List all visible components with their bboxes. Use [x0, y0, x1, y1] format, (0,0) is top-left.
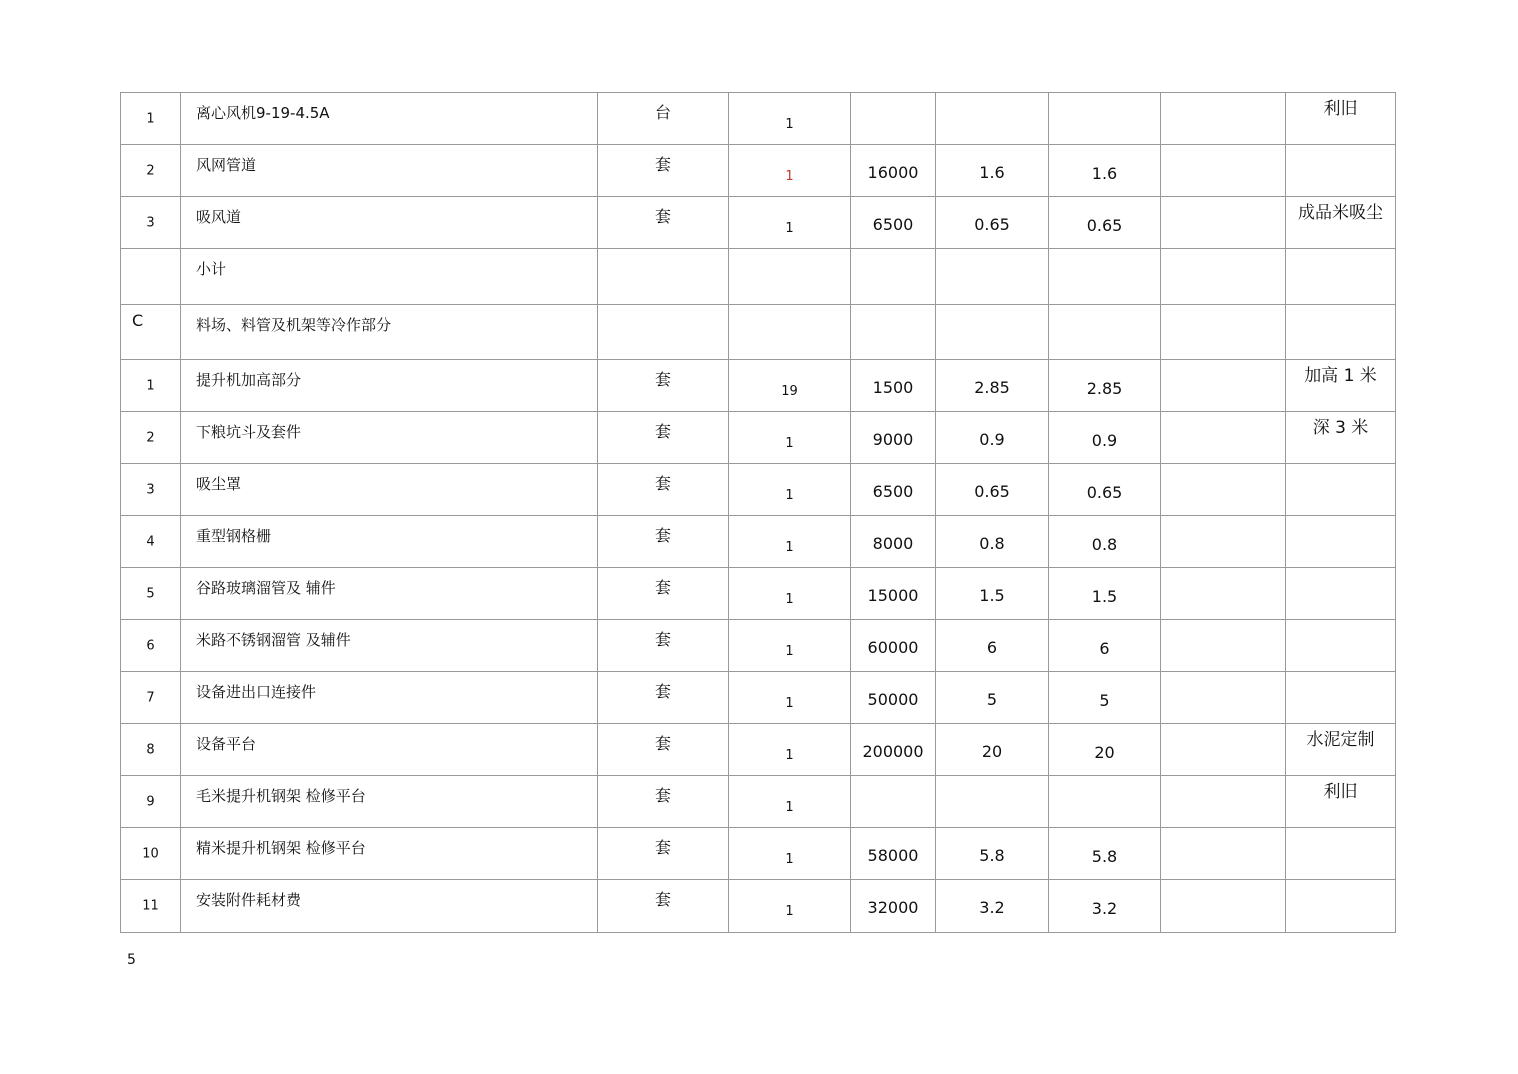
row-number-cell [121, 249, 181, 305]
remark: 利旧 [1323, 782, 1358, 802]
quantity-cell [729, 360, 851, 412]
row-number-cell [121, 305, 181, 360]
unit: 台 [654, 103, 671, 122]
amount-total-cell [1049, 776, 1161, 828]
amount-cell [936, 145, 1049, 197]
amount-total: 0.9 [1091, 431, 1118, 450]
row-number-cell [121, 360, 181, 412]
page-number: 5 [127, 952, 136, 968]
unit-price: 15000 [867, 586, 919, 605]
extra-cell [1161, 249, 1286, 305]
table-row [121, 412, 1396, 464]
unit-cell [598, 620, 729, 672]
unit: 套 [654, 630, 671, 649]
amount-cell [936, 620, 1049, 672]
unit-cell [598, 724, 729, 776]
amount: 20 [981, 742, 1003, 761]
item-name-cell [181, 360, 598, 412]
quantity-cell [729, 724, 851, 776]
unit-price: 6500 [872, 215, 914, 234]
remark: 利旧 [1323, 99, 1358, 119]
unit: 套 [654, 734, 671, 753]
table-row [121, 776, 1396, 828]
row-number: 7 [146, 690, 155, 705]
remark: 深 3 米 [1312, 418, 1369, 438]
amount-cell [936, 776, 1049, 828]
extra-cell [1161, 828, 1286, 880]
amount-total-cell [1049, 724, 1161, 776]
row-number-cell [121, 776, 181, 828]
unit-cell [598, 305, 729, 360]
unit: 套 [654, 207, 671, 226]
unit-price-cell [851, 145, 936, 197]
amount-total-cell [1049, 249, 1161, 305]
quantity: 1 [785, 117, 794, 132]
quantity: 1 [785, 904, 794, 919]
amount-cell [936, 880, 1049, 933]
unit-price: 1500 [872, 378, 914, 397]
row-number-cell [121, 880, 181, 933]
remark-cell [1286, 305, 1396, 360]
item-name: 设备平台 [196, 735, 257, 753]
unit-price: 16000 [867, 163, 919, 182]
unit: 套 [654, 890, 671, 909]
item-name-cell [181, 249, 598, 305]
quantity-cell [729, 412, 851, 464]
unit: 套 [654, 682, 671, 701]
remark-cell [1286, 93, 1396, 145]
row-number: 4 [146, 534, 155, 549]
unit-price: 8000 [872, 534, 914, 553]
unit-price-cell [851, 516, 936, 568]
unit: 套 [654, 155, 671, 174]
unit-price-cell [851, 724, 936, 776]
unit: 套 [654, 786, 671, 805]
equipment-table [120, 92, 1396, 933]
remark-cell [1286, 620, 1396, 672]
row-number-cell [121, 93, 181, 145]
unit: 套 [654, 474, 671, 493]
item-name-cell [181, 568, 598, 620]
item-name: 小计 [196, 260, 227, 278]
remark-cell [1286, 516, 1396, 568]
item-name-cell [181, 724, 598, 776]
amount-total-cell [1049, 828, 1161, 880]
unit-price-cell [851, 93, 936, 145]
extra-cell [1161, 93, 1286, 145]
row-number: 1 [146, 378, 155, 393]
item-name-cell [181, 880, 598, 933]
row-number-cell [121, 620, 181, 672]
quantity-cell [729, 516, 851, 568]
unit: 套 [654, 422, 671, 441]
row-number: 10 [142, 846, 159, 861]
unit-price-cell [851, 828, 936, 880]
unit-price: 6500 [872, 482, 914, 501]
extra-cell [1161, 672, 1286, 724]
remark-cell [1286, 776, 1396, 828]
quantity-cell [729, 93, 851, 145]
amount-cell [936, 305, 1049, 360]
remark-cell [1286, 568, 1396, 620]
table-row [121, 145, 1396, 197]
unit-cell [598, 516, 729, 568]
amount: 5 [986, 690, 998, 709]
amount-cell [936, 724, 1049, 776]
amount-cell [936, 672, 1049, 724]
unit-price-cell [851, 776, 936, 828]
amount-cell [936, 93, 1049, 145]
unit-price: 60000 [867, 638, 919, 657]
unit-cell [598, 197, 729, 249]
remark-cell [1286, 412, 1396, 464]
amount-total-cell [1049, 360, 1161, 412]
quantity-cell [729, 672, 851, 724]
table-row [121, 620, 1396, 672]
amount: 5.8 [979, 846, 1005, 865]
extra-cell [1161, 412, 1286, 464]
item-name: 米路不锈钢溜管 及辅件 [196, 631, 351, 649]
row-number: C [132, 311, 144, 330]
amount-total-cell [1049, 305, 1161, 360]
amount: 0.8 [979, 534, 1005, 553]
amount-total: 0.65 [1086, 483, 1123, 502]
item-name: 离心风机9-19-4.5A [196, 104, 330, 122]
amount-total: 5 [1099, 691, 1110, 710]
amount-total-cell [1049, 568, 1161, 620]
unit-price: 58000 [867, 846, 919, 865]
unit-cell [598, 145, 729, 197]
item-name-cell [181, 776, 598, 828]
item-name-cell [181, 412, 598, 464]
table-row [121, 724, 1396, 776]
remark: 加高 1 米 [1304, 366, 1377, 386]
row-number-cell [121, 464, 181, 516]
extra-cell [1161, 724, 1286, 776]
table-row [121, 197, 1396, 249]
quantity: 1 [785, 696, 794, 711]
table-row [121, 93, 1396, 145]
unit-cell [598, 776, 729, 828]
amount-total-cell [1049, 412, 1161, 464]
amount-total: 3.2 [1091, 899, 1118, 918]
quantity-cell [729, 464, 851, 516]
amount: 3.2 [979, 898, 1005, 917]
quantity: 1 [785, 436, 794, 451]
unit-price-cell [851, 464, 936, 516]
quantity: 1 [785, 800, 794, 815]
unit-cell [598, 828, 729, 880]
row-number-cell [121, 516, 181, 568]
table-row [121, 672, 1396, 724]
row-number: 2 [146, 430, 155, 445]
row-number-cell [121, 672, 181, 724]
unit-price: 200000 [862, 742, 924, 761]
unit-price: 50000 [867, 690, 919, 709]
unit-price-cell [851, 305, 936, 360]
row-number: 5 [146, 586, 155, 601]
item-name: 风网管道 [196, 156, 257, 174]
row-number: 8 [146, 742, 155, 757]
unit: 套 [654, 578, 671, 597]
amount-cell [936, 828, 1049, 880]
table-row [121, 249, 1396, 305]
quantity: 1 [785, 488, 794, 503]
amount-total-cell [1049, 620, 1161, 672]
unit-price-cell [851, 197, 936, 249]
amount-total: 0.65 [1086, 216, 1123, 235]
quantity: 1 [785, 852, 794, 867]
unit-price: 32000 [867, 898, 919, 917]
quantity: 1 [785, 540, 794, 555]
table-row [121, 464, 1396, 516]
quantity: 1 [785, 748, 794, 763]
remark-cell [1286, 249, 1396, 305]
remark-cell [1286, 880, 1396, 933]
amount-total-cell [1049, 516, 1161, 568]
row-number-cell [121, 145, 181, 197]
quantity-cell [729, 197, 851, 249]
remark-cell [1286, 464, 1396, 516]
unit-price-cell [851, 880, 936, 933]
amount-total: 20 [1094, 743, 1115, 762]
row-number-cell [121, 724, 181, 776]
unit-cell [598, 249, 729, 305]
item-name-cell [181, 516, 598, 568]
item-name: 料场、料管及机架等冷作部分 [196, 316, 392, 334]
item-name: 吸风道 [196, 208, 242, 226]
quantity-cell [729, 305, 851, 360]
amount-total: 1.6 [1091, 164, 1118, 183]
item-name-cell [181, 620, 598, 672]
item-name: 精米提升机钢架 检修平台 [196, 839, 366, 857]
amount: 1.5 [979, 586, 1005, 605]
extra-cell [1161, 197, 1286, 249]
item-name: 安装附件耗材费 [196, 891, 302, 909]
amount-total: 6 [1099, 639, 1110, 658]
amount-total-cell [1049, 464, 1161, 516]
unit: 套 [654, 370, 671, 389]
unit-price-cell [851, 568, 936, 620]
amount-cell [936, 197, 1049, 249]
unit-cell [598, 360, 729, 412]
unit-price-cell [851, 360, 936, 412]
remark-cell [1286, 724, 1396, 776]
quantity: 1 [785, 221, 794, 236]
item-name-cell [181, 464, 598, 516]
quantity-cell [729, 145, 851, 197]
remark-cell [1286, 672, 1396, 724]
quantity-cell [729, 880, 851, 933]
quantity: 1 [785, 592, 794, 607]
amount: 6 [986, 638, 998, 657]
extra-cell [1161, 305, 1286, 360]
row-number: 3 [146, 482, 155, 497]
table-row [121, 828, 1396, 880]
remark-cell [1286, 828, 1396, 880]
table-row [121, 360, 1396, 412]
remark-cell [1286, 145, 1396, 197]
remark: 水泥定制 [1306, 730, 1375, 750]
quantity-cell [729, 620, 851, 672]
unit-price-cell [851, 249, 936, 305]
table-row [121, 568, 1396, 620]
remark-cell [1286, 360, 1396, 412]
item-name-cell [181, 93, 598, 145]
amount-cell [936, 360, 1049, 412]
amount-cell [936, 249, 1049, 305]
amount-total: 2.85 [1086, 379, 1123, 398]
extra-cell [1161, 464, 1286, 516]
extra-cell [1161, 620, 1286, 672]
amount-total: 1.5 [1091, 587, 1118, 606]
row-number-cell [121, 412, 181, 464]
extra-cell [1161, 360, 1286, 412]
row-number: 2 [146, 163, 155, 178]
amount-total-cell [1049, 672, 1161, 724]
extra-cell [1161, 516, 1286, 568]
unit-price-cell [851, 412, 936, 464]
item-name: 谷路玻璃溜管及 辅件 [196, 579, 336, 597]
row-number-cell [121, 197, 181, 249]
amount-cell [936, 464, 1049, 516]
quantity: 1 [785, 644, 794, 659]
amount-total: 5.8 [1091, 847, 1118, 866]
row-number: 6 [146, 638, 155, 653]
amount-total-cell [1049, 145, 1161, 197]
remark: 成品米吸尘 [1298, 203, 1383, 223]
unit-cell [598, 880, 729, 933]
row-number-cell [121, 568, 181, 620]
item-name-cell [181, 828, 598, 880]
extra-cell [1161, 568, 1286, 620]
amount-cell [936, 516, 1049, 568]
table-row [121, 880, 1396, 933]
quantity-cell [729, 568, 851, 620]
item-name: 设备进出口连接件 [196, 683, 317, 701]
remark-cell [1286, 197, 1396, 249]
unit: 套 [654, 526, 671, 545]
item-name-cell [181, 145, 598, 197]
amount-cell [936, 568, 1049, 620]
amount-total-cell [1049, 93, 1161, 145]
quantity: 19 [781, 384, 798, 399]
table-row [121, 516, 1396, 568]
row-number: 3 [146, 215, 155, 230]
unit: 套 [654, 838, 671, 857]
quantity-cell [729, 776, 851, 828]
row-number-cell [121, 828, 181, 880]
row-number: 11 [142, 898, 159, 914]
amount-total: 0.8 [1091, 535, 1118, 554]
quantity-cell [729, 249, 851, 305]
item-name: 吸尘罩 [196, 475, 242, 493]
amount-total-cell [1049, 197, 1161, 249]
unit-cell [598, 568, 729, 620]
amount: 0.65 [974, 215, 1010, 234]
row-number: 1 [146, 111, 155, 126]
unit-cell [598, 672, 729, 724]
unit-price: 9000 [872, 430, 914, 449]
amount: 0.9 [979, 430, 1005, 449]
amount: 0.65 [974, 482, 1010, 501]
item-name: 下粮坑斗及套件 [196, 423, 302, 441]
item-name: 重型钢格栅 [196, 527, 272, 545]
extra-cell [1161, 145, 1286, 197]
unit-cell [598, 464, 729, 516]
unit-cell [598, 412, 729, 464]
amount: 2.85 [974, 378, 1010, 397]
table-body [121, 93, 1396, 933]
amount: 1.6 [979, 163, 1005, 182]
quantity-cell [729, 828, 851, 880]
item-name: 毛米提升机钢架 检修平台 [196, 787, 366, 805]
item-name: 提升机加高部分 [196, 371, 302, 389]
unit-cell [598, 93, 729, 145]
unit-price-cell [851, 672, 936, 724]
amount-total-cell [1049, 880, 1161, 933]
extra-cell [1161, 776, 1286, 828]
amount-cell [936, 412, 1049, 464]
table-row [121, 305, 1396, 360]
item-name-cell [181, 672, 598, 724]
unit-price-cell [851, 620, 936, 672]
quantity: 1 [785, 169, 794, 184]
extra-cell [1161, 880, 1286, 933]
item-name-cell [181, 305, 598, 360]
item-name-cell [181, 197, 598, 249]
row-number: 9 [146, 794, 155, 809]
